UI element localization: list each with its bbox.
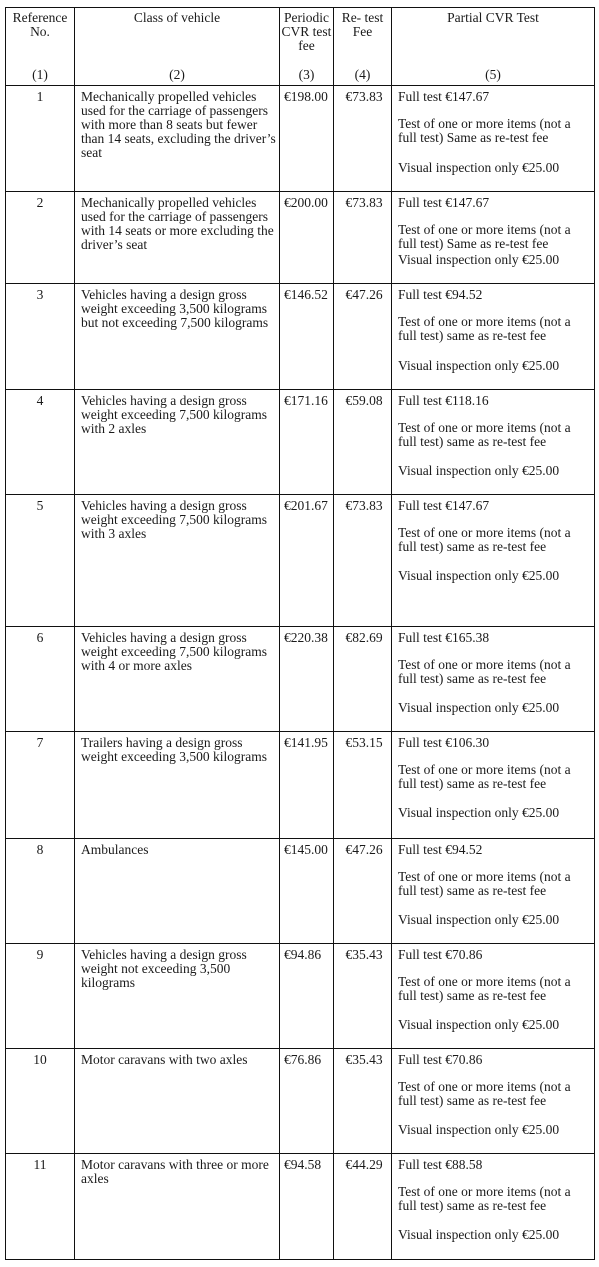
partial-items-test: Test of one or more items (not a full test) same as re-test fee <box>398 420 571 449</box>
partial-visual-inspection: Visual inspection only €25.00 <box>398 358 560 373</box>
vehicle-class-cell: Mechanically propelled vehicles used for the carriage of passengers with more than 8 seats but fewer than 14 seats, excluding the driver’s seat <box>75 86 280 192</box>
partial-full-test: Full test €70.86 <box>398 947 483 962</box>
vehicle-class-cell: Ambulances <box>75 839 280 944</box>
table-row <box>6 732 595 839</box>
periodic-fee-cell: €198.00 <box>280 86 334 192</box>
partial-visual-inspection: Visual inspection only €25.00 <box>398 1227 560 1242</box>
reference-number-cell: 9 <box>6 944 75 1049</box>
partial-full-test: Full test €165.38 <box>398 630 490 645</box>
table-row <box>6 284 595 390</box>
periodic-fee-cell: €141.95 <box>280 732 334 839</box>
partial-full-test: Full test €147.67 <box>398 89 490 104</box>
partial-items-test: Test of one or more items (not a full test) Same as re-test fee <box>398 116 571 145</box>
header-column-number: (1) <box>32 67 48 82</box>
partial-visual-inspection: Visual inspection only €25.00 <box>398 912 560 927</box>
partial-test-cell <box>392 839 595 944</box>
cvr-fee-table <box>5 7 595 1260</box>
periodic-fee-cell: €76.86 <box>280 1049 334 1154</box>
retest-fee-cell: €53.15 <box>334 732 392 839</box>
table-row <box>6 390 595 495</box>
header-row <box>6 8 595 86</box>
header-column-number: (3) <box>298 67 315 82</box>
partial-test-cell <box>392 390 595 495</box>
table-row <box>6 86 595 192</box>
vehicle-class-cell: Trailers having a design gross weight exceeding 3,500 kilograms <box>75 732 280 839</box>
partial-test-cell <box>392 86 595 192</box>
table-body <box>6 86 595 1260</box>
partial-visual-inspection: Visual inspection only €25.00 <box>398 463 560 478</box>
vehicle-class-cell: Motor caravans with two axles <box>75 1049 280 1154</box>
header-retest-fee <box>334 8 392 86</box>
partial-full-test: Full test €118.16 <box>398 393 489 408</box>
partial-items-test: Test of one or more items (not a full test) Same as re-test fee <box>398 222 571 251</box>
header-label: Re- test Fee <box>341 10 384 39</box>
partial-full-test: Full test €88.58 <box>398 1157 483 1172</box>
partial-full-test: Full test €147.67 <box>398 195 490 210</box>
header-column-number: (5) <box>485 67 501 82</box>
vehicle-class-cell: Vehicles having a design gross weight not exceeding 3,500 kilograms <box>75 944 280 1049</box>
vehicle-class-cell: Vehicles having a design gross weight exceeding 7,500 kilograms with 3 axles <box>75 495 280 627</box>
reference-number-cell: 11 <box>6 1154 75 1260</box>
retest-fee-cell: €35.43 <box>334 944 392 1049</box>
retest-fee-cell: €59.08 <box>334 390 392 495</box>
retest-fee-cell: €73.83 <box>334 192 392 284</box>
table-row <box>6 192 595 284</box>
header-column-number: (4) <box>354 67 371 82</box>
header-class-of-vehicle <box>75 8 280 86</box>
partial-full-test: Full test €70.86 <box>398 1052 483 1067</box>
partial-full-test: Full test €94.52 <box>398 287 483 302</box>
partial-visual-inspection: Visual inspection only €25.00 <box>398 160 560 175</box>
header-partial-cvr-test <box>392 8 595 86</box>
partial-full-test: Full test €147.67 <box>398 498 490 513</box>
header-periodic-fee <box>280 8 334 86</box>
partial-visual-inspection: Visual inspection only €25.00 <box>398 1122 560 1137</box>
reference-number-cell: 1 <box>6 86 75 192</box>
header-label: Periodic CVR test fee <box>281 10 332 53</box>
header-label: Reference No. <box>12 10 68 39</box>
partial-full-test: Full test €106.30 <box>398 735 490 750</box>
partial-test-cell <box>392 1049 595 1154</box>
table-row <box>6 495 595 627</box>
header-label: Class of vehicle <box>133 10 221 25</box>
partial-test-cell <box>392 944 595 1049</box>
vehicle-class-cell: Vehicles having a design gross weight exceeding 7,500 kilograms with 2 axles <box>75 390 280 495</box>
retest-fee-cell: €44.29 <box>334 1154 392 1260</box>
partial-visual-inspection: Visual inspection only €25.00 <box>398 252 560 267</box>
periodic-fee-cell: €200.00 <box>280 192 334 284</box>
periodic-fee-cell: €146.52 <box>280 284 334 390</box>
partial-test-cell <box>392 192 595 284</box>
retest-fee-cell: €82.69 <box>334 627 392 732</box>
vehicle-class-cell: Vehicles having a design gross weight exceeding 7,500 kilograms with 4 or more axles <box>75 627 280 732</box>
periodic-fee-cell: €171.16 <box>280 390 334 495</box>
retest-fee-cell: €73.83 <box>334 495 392 627</box>
vehicle-class-cell: Motor caravans with three or more axles <box>75 1154 280 1260</box>
table-row <box>6 627 595 732</box>
header-label: Partial CVR Test <box>447 10 539 25</box>
reference-number-cell: 7 <box>6 732 75 839</box>
table-row <box>6 839 595 944</box>
partial-test-cell <box>392 732 595 839</box>
partial-test-cell <box>392 1154 595 1260</box>
retest-fee-cell: €73.83 <box>334 86 392 192</box>
reference-number-cell: 4 <box>6 390 75 495</box>
retest-fee-cell: €47.26 <box>334 284 392 390</box>
reference-number-cell: 6 <box>6 627 75 732</box>
periodic-fee-cell: €201.67 <box>280 495 334 627</box>
reference-number-cell: 2 <box>6 192 75 284</box>
partial-items-test: Test of one or more items (not a full test) same as re-test fee <box>398 1184 571 1213</box>
vehicle-class-cell: Vehicles having a design gross weight exceeding 3,500 kilograms but not exceeding 7,500 kilograms <box>75 284 280 390</box>
periodic-fee-cell: €145.00 <box>280 839 334 944</box>
partial-visual-inspection: Visual inspection only €25.00 <box>398 700 560 715</box>
reference-number-cell: 8 <box>6 839 75 944</box>
partial-items-test: Test of one or more items (not a full test) same as re-test fee <box>398 525 571 554</box>
partial-items-test: Test of one or more items (not a full test) same as re-test fee <box>398 1079 571 1108</box>
table-row <box>6 944 595 1049</box>
partial-items-test: Test of one or more items (not a full test) same as re-test fee <box>398 869 571 898</box>
partial-visual-inspection: Visual inspection only €25.00 <box>398 805 560 820</box>
partial-items-test: Test of one or more items (not a full test) same as re-test fee <box>398 974 571 1003</box>
header-reference-no <box>6 8 75 86</box>
retest-fee-cell: €35.43 <box>334 1049 392 1154</box>
partial-full-test: Full test €94.52 <box>398 842 483 857</box>
periodic-fee-cell: €94.58 <box>280 1154 334 1260</box>
partial-items-test: Test of one or more items (not a full test) same as re-test fee <box>398 762 571 791</box>
partial-items-test: Test of one or more items (not a full test) same as re-test fee <box>398 657 571 686</box>
table-row <box>6 1154 595 1260</box>
table-row <box>6 1049 595 1154</box>
partial-visual-inspection: Visual inspection only €25.00 <box>398 1017 560 1032</box>
partial-visual-inspection: Visual inspection only €25.00 <box>398 568 560 583</box>
periodic-fee-cell: €220.38 <box>280 627 334 732</box>
partial-test-cell <box>392 284 595 390</box>
header-column-number: (2) <box>169 67 185 82</box>
vehicle-class-cell: Mechanically propelled vehicles used for the carriage of passengers with 14 seats or more excluding the driver’s seat <box>75 192 280 284</box>
reference-number-cell: 5 <box>6 495 75 627</box>
retest-fee-cell: €47.26 <box>334 839 392 944</box>
reference-number-cell: 10 <box>6 1049 75 1154</box>
partial-test-cell <box>392 495 595 627</box>
table-header <box>6 8 595 86</box>
partial-test-cell <box>392 627 595 732</box>
partial-items-test: Test of one or more items (not a full test) same as re-test fee <box>398 314 571 343</box>
reference-number-cell: 3 <box>6 284 75 390</box>
periodic-fee-cell: €94.86 <box>280 944 334 1049</box>
